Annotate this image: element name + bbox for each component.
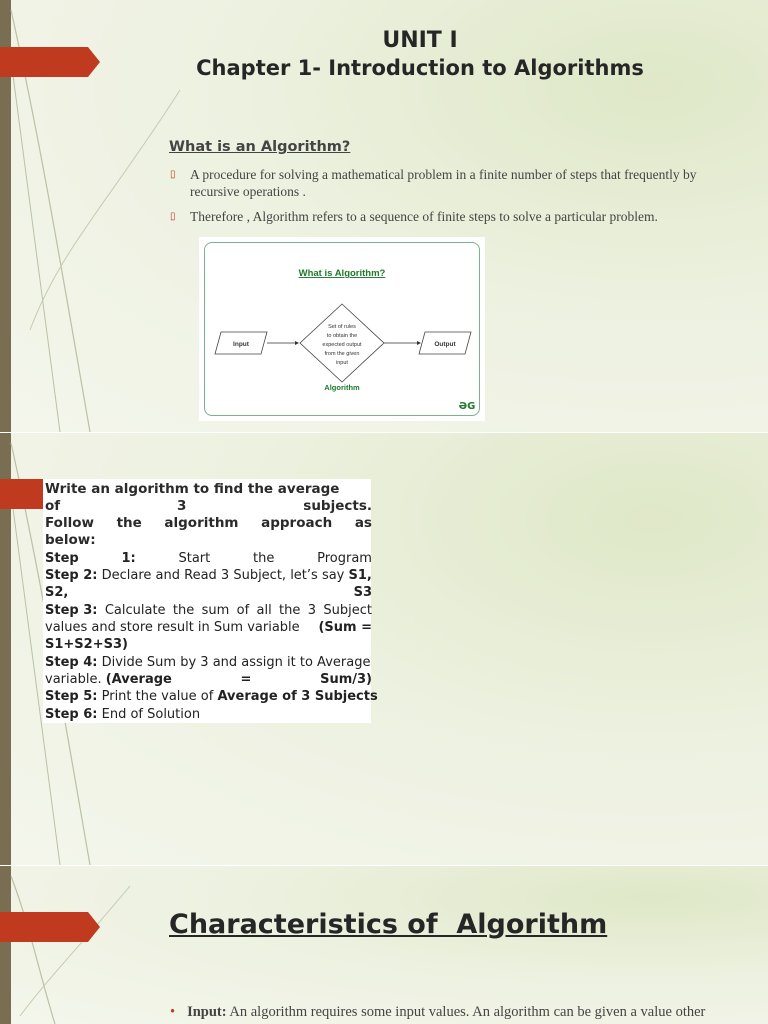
word: all bbox=[256, 603, 272, 618]
step-label: Step 6: bbox=[45, 707, 98, 722]
unit-title: UNIT I bbox=[382, 28, 458, 53]
input-label: Input bbox=[233, 341, 249, 348]
bullet-item bbox=[170, 166, 730, 200]
step-4-phrase bbox=[45, 671, 172, 688]
word: 3 bbox=[307, 603, 316, 618]
algorithm-diagram bbox=[199, 237, 485, 421]
rule-line: expected output bbox=[322, 342, 362, 348]
step-2-cont bbox=[45, 584, 372, 601]
accent-arrow bbox=[0, 912, 100, 942]
bullet-label: Input: bbox=[187, 1004, 227, 1020]
output-label: Output bbox=[434, 341, 456, 348]
step-bold-text: S3 bbox=[353, 585, 372, 600]
word: approach bbox=[261, 515, 333, 531]
bullet-item bbox=[170, 208, 730, 225]
gfg-logo: ƏG bbox=[458, 401, 476, 412]
word: the bbox=[253, 551, 275, 566]
decorative-curves bbox=[0, 866, 200, 1024]
step-2 bbox=[45, 567, 372, 584]
step-number: 1: bbox=[121, 551, 136, 566]
step-text: values and store result in Sum variable bbox=[45, 620, 300, 635]
bullet-text: Therefore , Algorithm refers to a sequence of finite steps to solve a particular problem. bbox=[190, 209, 658, 224]
step-text: Divide Sum by 3 and assign it to Average bbox=[97, 655, 371, 670]
chapter-title: Chapter 1- Introduction to Algorithms bbox=[196, 56, 644, 80]
word: of bbox=[45, 498, 61, 514]
algorithm-steps-box bbox=[43, 479, 378, 723]
word: the bbox=[279, 603, 301, 618]
word: Start bbox=[178, 551, 211, 566]
word: the bbox=[116, 515, 142, 531]
characteristics-bullet bbox=[170, 1004, 760, 1021]
step-3-cont bbox=[45, 619, 372, 636]
step-label: Step bbox=[45, 551, 79, 566]
step-6 bbox=[45, 706, 372, 723]
rule-line: from the given bbox=[324, 351, 360, 357]
step-text: End of Solution bbox=[97, 707, 201, 722]
bullet-marker-icon: ▯ bbox=[170, 169, 176, 180]
step-3-formula: S1+S2+S3) bbox=[45, 637, 128, 652]
step-text: Declare and Read 3 Subject, let’s say bbox=[97, 568, 349, 583]
bullet-dot-icon: • bbox=[170, 1004, 176, 1020]
step-bold-text: (Sum = bbox=[318, 620, 372, 635]
step-1 bbox=[45, 550, 372, 567]
bullet-text: A procedure for solving a mathematical problem in a finite number of steps that frequently by recursive operations . bbox=[190, 167, 697, 199]
problem-statement: Write an algorithm to find the average bbox=[45, 481, 340, 497]
step-text: Print the value of bbox=[97, 689, 218, 704]
step-label: Step 4: bbox=[45, 655, 98, 670]
step-4 bbox=[45, 654, 372, 671]
step-3 bbox=[45, 602, 372, 619]
word: Subject bbox=[323, 603, 372, 618]
diagram-svg bbox=[199, 237, 485, 421]
step-bold-text: (Average bbox=[105, 672, 172, 687]
bullet-text: An algorithm requires some input values. An algorithm can be given a value other bbox=[226, 1004, 706, 1020]
step-4-cont bbox=[45, 671, 372, 688]
word: as bbox=[354, 515, 372, 531]
rule-line: to obtain the bbox=[326, 333, 358, 339]
step-bold-text: S1, bbox=[348, 568, 372, 583]
bullet-marker-icon: ▯ bbox=[170, 211, 176, 222]
word: Program bbox=[317, 551, 372, 566]
step-label: Step 5: bbox=[45, 689, 98, 704]
word: of bbox=[236, 603, 250, 618]
slide-3 bbox=[0, 866, 768, 1024]
step-bold-text: = bbox=[240, 672, 252, 687]
left-bar bbox=[0, 866, 11, 1024]
arrow-head-icon bbox=[295, 341, 299, 345]
step-label: Step 2: bbox=[45, 568, 98, 583]
approach-line bbox=[45, 515, 372, 532]
rule-line: Set of rules bbox=[328, 324, 356, 330]
section-heading: What is an Algorithm? bbox=[169, 139, 351, 155]
approach-line-end: below: bbox=[45, 532, 96, 548]
word: subjects. bbox=[303, 498, 372, 514]
step-bold-text: S2, bbox=[45, 585, 69, 600]
word: algorithm bbox=[164, 515, 239, 531]
problem-statement-line bbox=[45, 498, 372, 515]
slide-title bbox=[0, 28, 768, 80]
step-5 bbox=[45, 688, 378, 705]
word: the bbox=[172, 603, 195, 618]
step-label: Step 3: bbox=[45, 603, 98, 618]
diagram-title: What is Algorithm? bbox=[298, 268, 386, 279]
word: Follow bbox=[45, 515, 94, 531]
step-bold-text: Average of 3 Subjects bbox=[217, 689, 378, 704]
word: 3 bbox=[177, 498, 187, 514]
bullet-list bbox=[170, 166, 730, 233]
rule-line: input bbox=[336, 360, 348, 366]
arrow-head-icon bbox=[417, 341, 421, 345]
characteristics-title: Characteristics of Algorithm bbox=[169, 909, 608, 940]
step-text: variable. bbox=[45, 672, 106, 687]
algorithm-caption: Algorithm bbox=[324, 383, 360, 392]
slide-1 bbox=[0, 0, 768, 432]
word: Calculate bbox=[104, 603, 166, 618]
word: sum bbox=[201, 603, 230, 618]
step-bold-text: Sum/3) bbox=[320, 672, 372, 687]
